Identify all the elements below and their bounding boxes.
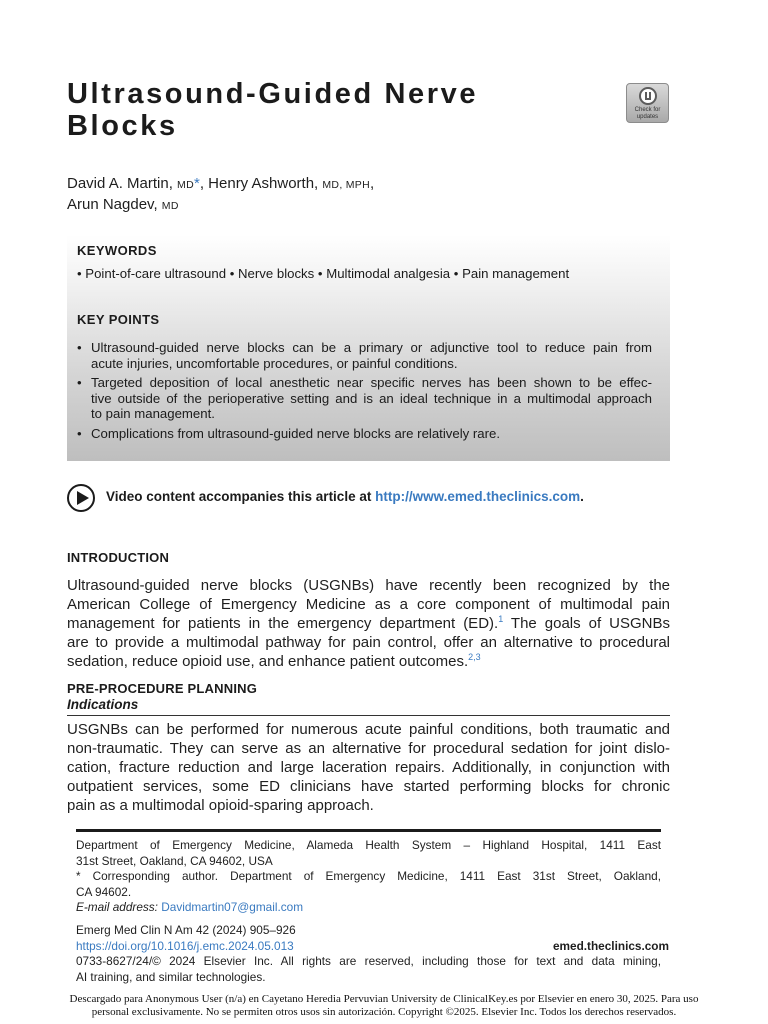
key-point-item: • Ultrasound-guided nerve blocks can be a primary or adjunctive tool to reduce pain from acute injuries, uncomfortable procedures, or painful conditions. xyxy=(77,340,652,371)
video-link[interactable]: http://www.emed.theclinics.com xyxy=(375,489,581,504)
introduction-heading: INTRODUCTION xyxy=(67,550,170,565)
indications-paragraph: USGNBs can be performed for numerous acute painful conditions, both traumatic and non-traumatic. They can serve as an alternative for procedural sedation for joint dislo- cation, fracture reduction and large laceration repairs. Additionally, in conjunction with outpatient services, some ED clinicians have started performing blocks for chronic pain as a multimodal opioid-sparing approach. xyxy=(67,721,670,814)
citation-block xyxy=(76,923,669,985)
keyword-bullet: • xyxy=(229,266,235,281)
title-line-2: Blocks xyxy=(67,110,178,142)
author-name: Henry Ashworth, xyxy=(208,175,319,192)
authors-line-1: David A. Martin, MD*, Henry Ashworth, MD, MPH, xyxy=(67,175,375,192)
journal-citation: Emerg Med Clin N Am 42 (2024) 905–926 xyxy=(76,923,296,937)
doi-link[interactable]: https://doi.org/10.1016/j.emc.2024.05.013 xyxy=(76,938,294,953)
pre-procedure-heading: PRE-PROCEDURE PLANNING xyxy=(67,681,258,696)
email-link[interactable]: Davidmartin07@gmail.com xyxy=(161,900,304,914)
keyword-bullet: • xyxy=(453,266,459,281)
video-note: Video content accompanies this article at http://www.emed.theclinics.com. xyxy=(106,489,584,504)
keywords-list xyxy=(77,266,569,281)
article-title xyxy=(67,78,587,142)
video-note-text: Video content accompanies this article at xyxy=(106,489,376,504)
keyword-bullet: • xyxy=(317,266,323,281)
rights-line: AI training, and similar technologies. xyxy=(76,969,266,984)
authors-line-2 xyxy=(67,195,667,216)
key-points-list xyxy=(77,340,652,445)
key-point-bullet: • xyxy=(77,375,82,390)
title-line-1: Ultrasound-Guided Nerve xyxy=(67,78,479,110)
rights-line: 0733-8627/24/© 2024 Elsevier Inc. All rights are reserved, including those for text and data mining, xyxy=(76,954,661,968)
author-degree: MD, MPH xyxy=(322,179,370,191)
key-point-bullet: • xyxy=(77,340,82,355)
keyword-item: Nerve blocks xyxy=(238,266,315,281)
crossmark-icon xyxy=(639,87,657,105)
key-point-bullet: • xyxy=(77,425,82,441)
footnote-rule xyxy=(76,829,661,832)
subheading-rule xyxy=(67,715,670,716)
author-name: Arun Nagdev, xyxy=(67,196,158,213)
key-point-item: • Targeted deposition of local anesthetic near specific nerves has been shown to be effec- tive outside of the perioperative setting and is an ideal technique in a multimodal approach to pain management. xyxy=(77,375,652,421)
key-point-item: • Complications from ultrasound-guided nerve blocks are relatively rare. xyxy=(77,425,500,441)
author-list xyxy=(67,174,667,216)
play-video-icon[interactable] xyxy=(67,484,95,512)
keyword-item: Multimodal analgesia xyxy=(326,266,451,281)
reference-link[interactable]: 2,3 xyxy=(468,652,481,662)
journal-site[interactable]: emed.theclinics.com xyxy=(552,938,669,953)
email-label: E-mail address: xyxy=(76,900,158,914)
badge-label: Check for updates xyxy=(634,107,661,120)
keywords-heading: KEYWORDS xyxy=(77,243,157,258)
download-notice: Descargado para Anonymous User (n/a) en Cayetano Heredia Pervuvian University de ClinicalKey.es por Elsevier en enero 30, 2025. Para uso personal exclusivamente. No se permiten otros usos sin autorización. Copyright ©2025. Elsevier Inc. Todos los derechos reservados. xyxy=(69,993,699,1018)
author-degree: MD xyxy=(161,200,179,212)
introduction-paragraph: Ultrasound-guided nerve blocks (USGNBs) have recently been recognized by the American College of Emergency Medicine as a core component of multimodal pain management for patients in the emergency department (ED).$^1$ The goals of USGNBs are to provide a multimodal pathway for pain control, offer an alternative to procedural sedation, reduce opioid use, and enhance patient outcomes.$^{2,3}$ xyxy=(67,577,670,670)
keyword-item: Point-of-care ultrasound xyxy=(85,266,227,281)
affiliation-footnote: Department of Emergency Medicine, Alameda Health System – Highland Hospital, 1411 East 31st Street, Oakland, CA 94602, USA * Corresponding author. Department of Emergency Medicine, 1411 East 31st Street, Oakland, CA 94602. E-mail address: Davidmartin07@gmail.com xyxy=(76,838,661,914)
key-points-heading: KEY POINTS xyxy=(77,312,160,327)
author-degree: MD xyxy=(177,179,194,191)
keyword-bullet: • xyxy=(77,266,82,281)
indications-subheading: Indications xyxy=(67,697,139,712)
check-for-updates-badge[interactable] xyxy=(626,83,669,123)
corresponding-author-marker[interactable]: * xyxy=(193,175,200,192)
author-name: David A. Martin, xyxy=(67,175,173,192)
reference-link[interactable]: 1 xyxy=(498,614,504,624)
keyword-item: Pain management xyxy=(462,266,570,281)
